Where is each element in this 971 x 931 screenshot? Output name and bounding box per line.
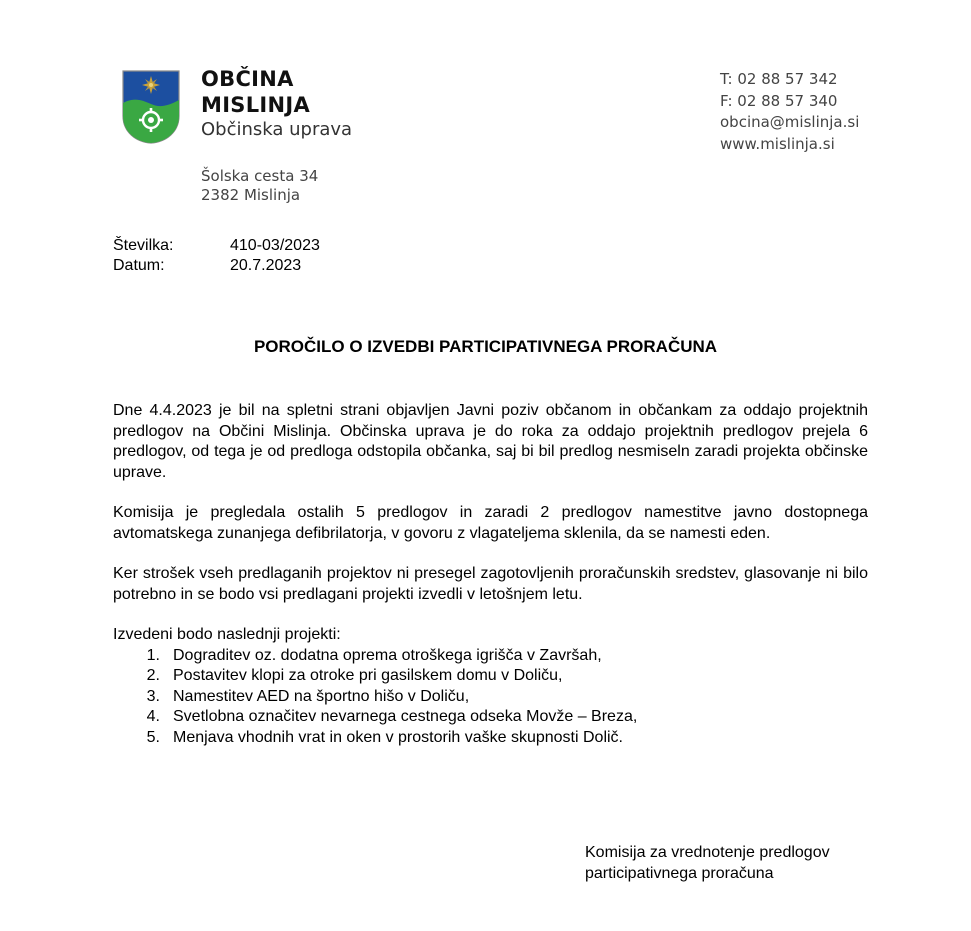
- paragraph: Komisija je pregledala ostalih 5 predlogov in zaradi 2 predlogov namestitve javno dostopnega avtomatskega zunanjega defibrilatorja, v govoru z vlagateljema sklenila, da se namesti eden.: [113, 504, 868, 542]
- list-item: [113, 728, 868, 749]
- contact-fax: F: 02 88 57 340: [720, 91, 838, 110]
- document-title: POROČILO O IZVEDBI PARTICIPATIVNEGA PRORAČUNA: [253, 337, 718, 356]
- signature-line2: participativnega proračuna: [585, 864, 774, 882]
- signature-block: [585, 843, 830, 884]
- address-city: 2382 Mislinja: [201, 186, 301, 204]
- meta-date-row: [113, 256, 320, 276]
- meta-number-row: [113, 236, 320, 256]
- address-street: Šolska cesta 34: [201, 167, 319, 185]
- contact-phone: T: 02 88 57 342: [720, 70, 838, 88]
- org-line2: MISLINJA: [201, 93, 311, 117]
- coat-of-arms-icon: [122, 70, 180, 144]
- list-item: [113, 646, 868, 667]
- list-item-number: 4.: [146, 708, 160, 725]
- address-block: [201, 167, 318, 205]
- paragraph: Dne 4.4.2023 je bil na spletni strani objavljen Javni poziv občanom in občankam za oddajo projektnih predlogov na Občini Mislinja. Občinska uprava je do roka za oddajo projektnih predlogov prejela 6 predlogov, od tega je od predloga odstopila občanka, saj bi bil predlog nesmiseln zaradi projekta občinske uprave.: [113, 402, 868, 481]
- list-item-text: Menjava vhodnih vrat in oken v prostorih vaške skupnosti Dolič.: [173, 728, 623, 746]
- contact-web: www.mislinja.si: [720, 134, 835, 153]
- organization-name: [201, 66, 352, 142]
- list-item: [113, 707, 868, 728]
- date-value: 20.7.2023: [230, 257, 302, 274]
- list-item-text: Dograditev oz. dodatna oprema otroškega igrišča v Završah,: [173, 646, 602, 664]
- list-item-number: 1.: [146, 646, 160, 664]
- org-line1: OBČINA: [201, 67, 294, 91]
- list-item: [113, 687, 868, 708]
- list-item-text: Namestitev AED na športno hišo v Doliču,: [173, 687, 470, 705]
- list-item-text: Svetlobna označitev nevarnega cestnega odseka Movže – Breza,: [173, 708, 638, 725]
- number-label: Številka:: [113, 237, 174, 254]
- list-item-number: 5.: [146, 728, 160, 746]
- contact-email: obcina@mislinja.si: [720, 113, 860, 131]
- document-body: [113, 401, 868, 748]
- signature-line1: Komisija za vrednotenje predlogov: [585, 844, 830, 861]
- document-meta: [113, 236, 320, 276]
- projects-list: [113, 646, 868, 749]
- contact-block: [720, 69, 859, 155]
- date-label: Datum:: [113, 257, 165, 274]
- paragraph: Ker strošek vseh predlaganih projektov ni presegel zagotovljenih proračunskih sredstev, glasovanje ni bilo potrebno in se bodo vsi predlagani projekti izvedli v letošnjem letu.: [113, 565, 868, 603]
- number-value: 410-03/2023: [230, 237, 320, 254]
- list-item-text: Postavitev klopi za otroke pri gasilskem domu v Doliču,: [173, 667, 563, 684]
- org-line3: Občinska uprava: [201, 119, 353, 140]
- list-item-number: 3.: [146, 687, 160, 705]
- list-item-number: 2.: [146, 667, 160, 684]
- paragraph: Izvedeni bodo naslednji projekti:: [113, 626, 341, 643]
- list-item: [113, 666, 868, 687]
